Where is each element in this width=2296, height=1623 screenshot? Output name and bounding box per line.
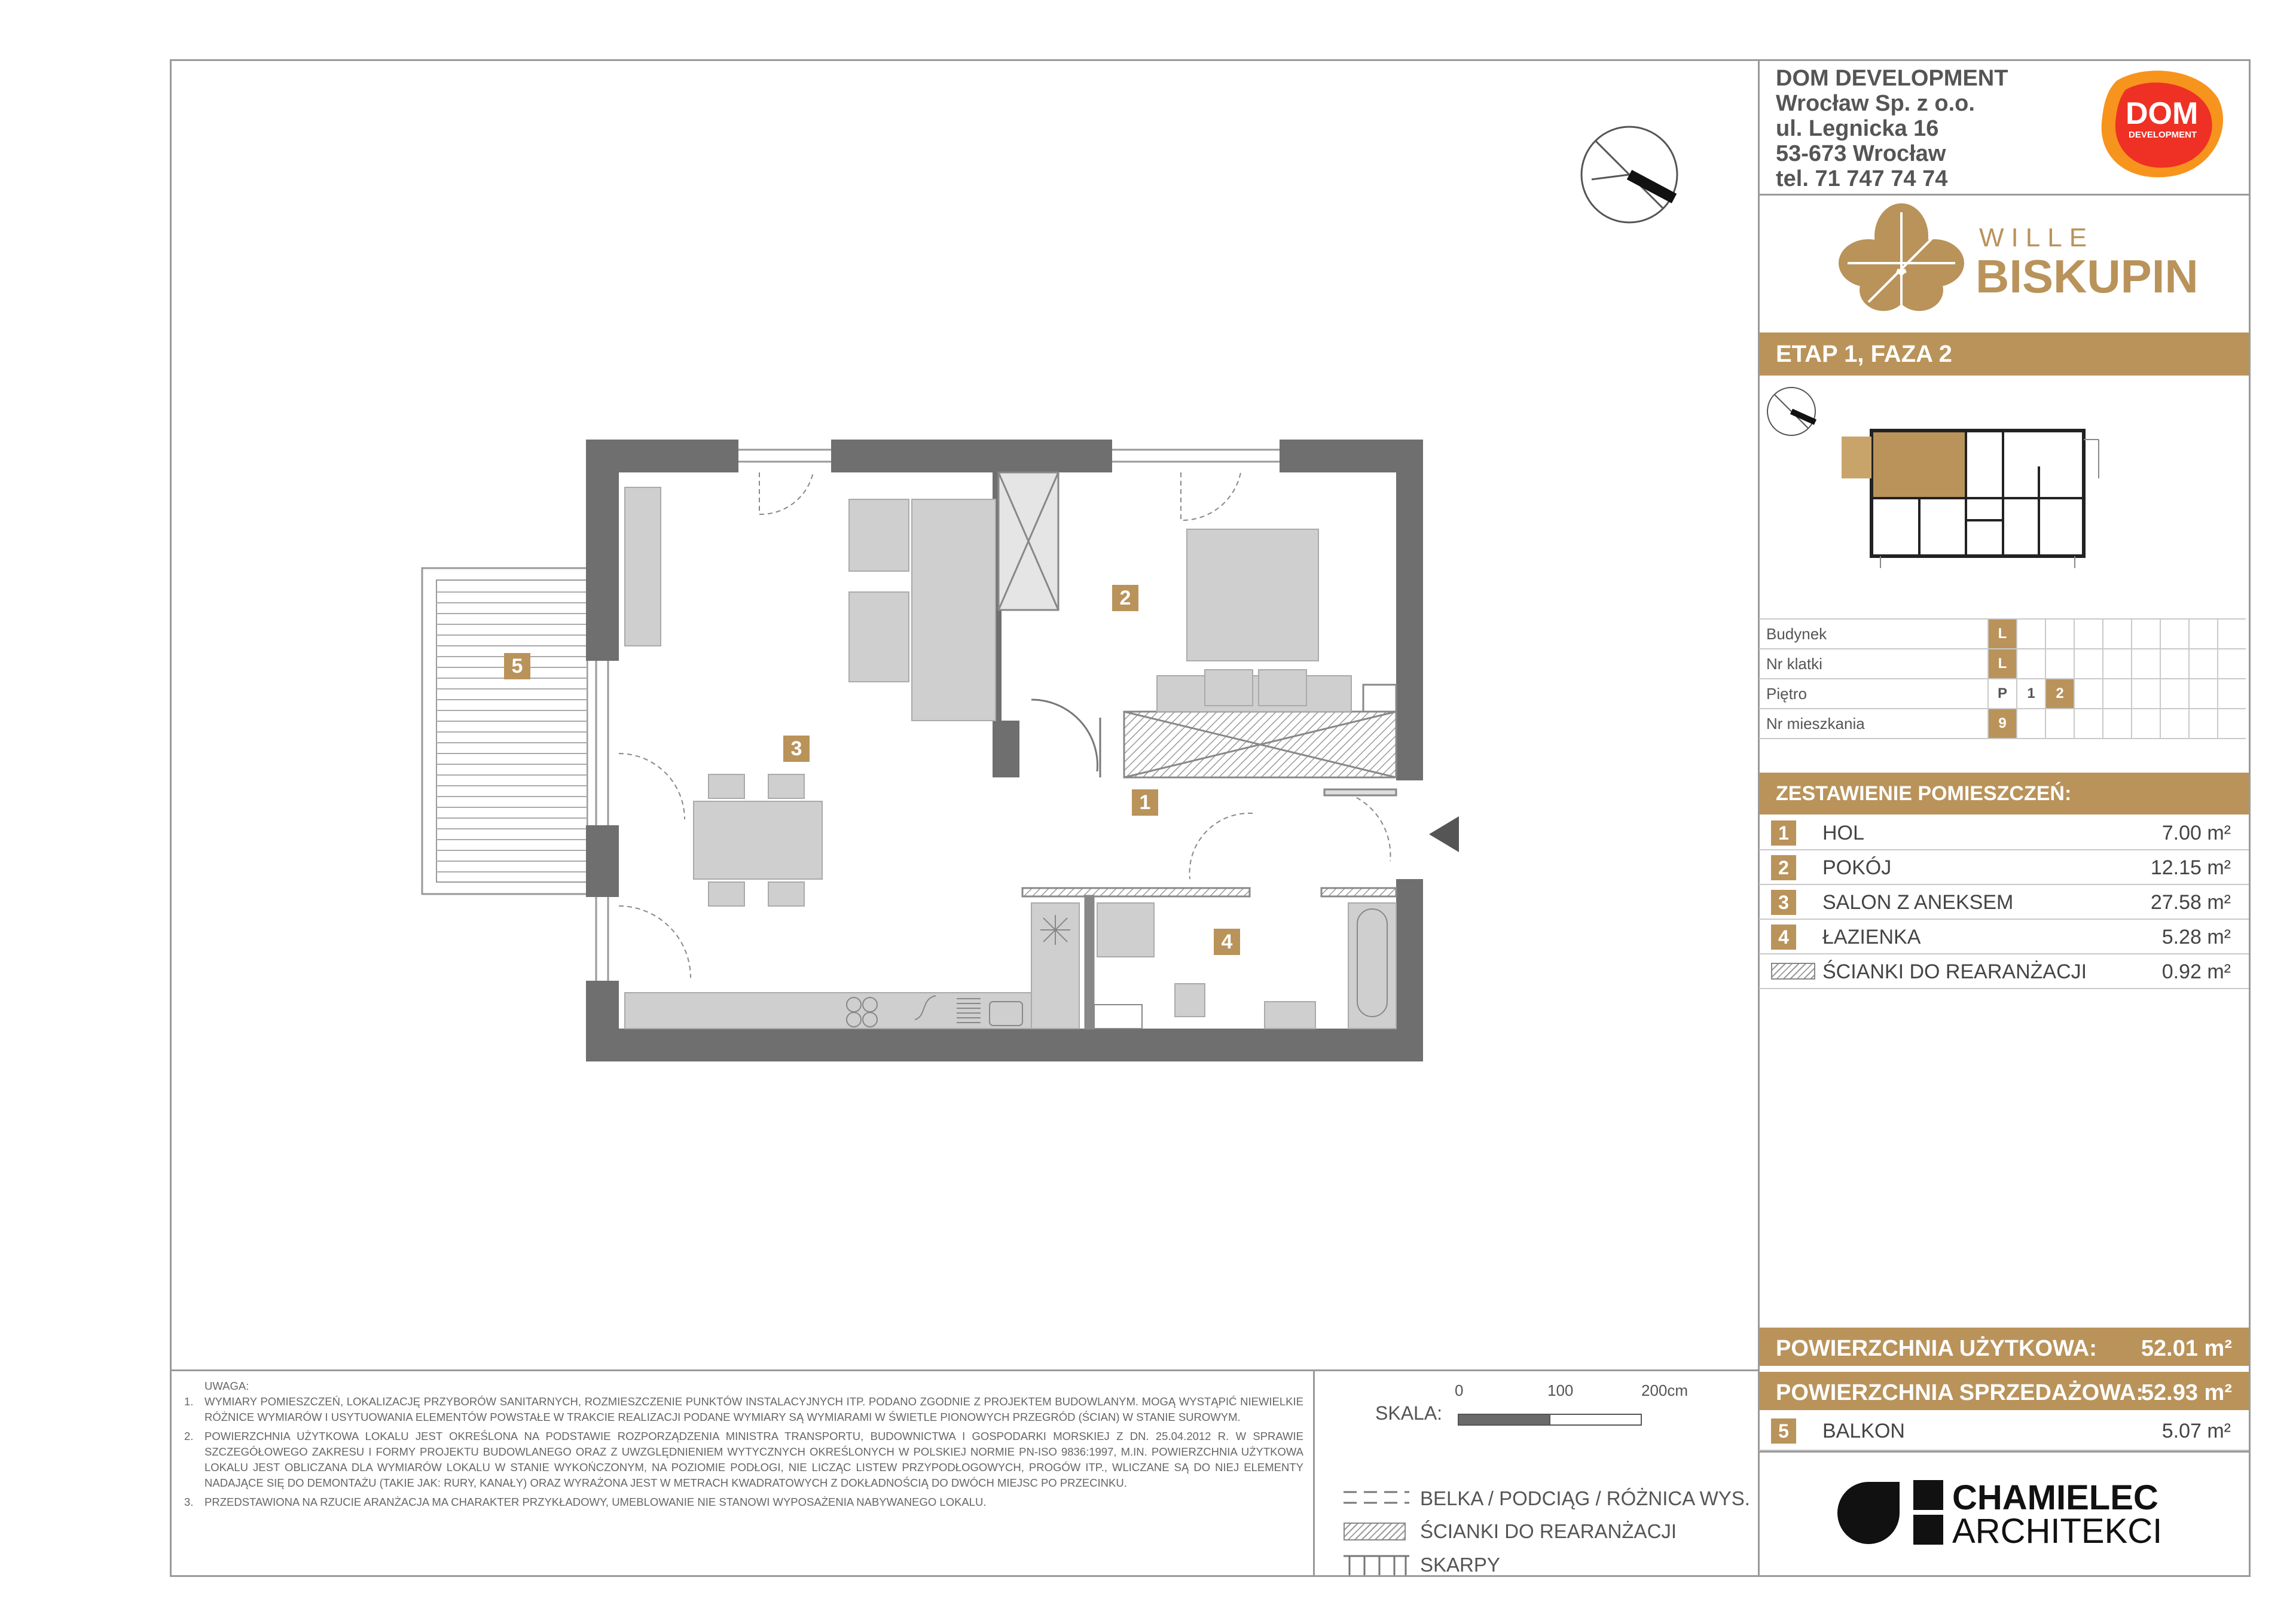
- note-item: [179, 1429, 1303, 1491]
- chamielec-name: CHAMIELEC: [1952, 1478, 2158, 1517]
- balcony-name: BALKON: [1822, 1420, 1905, 1442]
- company-street: ul. Legnicka 16: [1776, 116, 1939, 141]
- hatch-icon: [1344, 1523, 1406, 1540]
- balcony-area: 5.07 m²: [2161, 1420, 2231, 1442]
- room-name: ŁAZIENKA: [1822, 926, 1921, 948]
- chamielec-mark-square: [1913, 1480, 1943, 1510]
- plan-tag-3: 3: [783, 736, 810, 762]
- room-row: [1759, 920, 2249, 954]
- usable-area-label: POWIERZCHNIA UŻYTKOWA:: [1776, 1336, 2097, 1361]
- chamielec-logo: [1836, 1478, 2163, 1551]
- room-area: 12.15 m²: [2150, 856, 2231, 879]
- scale-tick-100: 100: [1547, 1381, 1574, 1399]
- room-name: HOL: [1822, 822, 1864, 844]
- dom-logo-subtext: DEVELOPMENT: [2129, 130, 2197, 140]
- room-number: 3: [1771, 890, 1796, 915]
- footer-divider: [170, 1369, 1759, 1371]
- building-value: L: [1988, 619, 2017, 649]
- usable-area-band: [1759, 1328, 2249, 1366]
- balcony-row: [1759, 1413, 2249, 1451]
- stage-band: [1759, 332, 2249, 376]
- chamielec-mark-icon: [1836, 1480, 1913, 1546]
- scale-bar: [1458, 1414, 1643, 1427]
- dashed-line-icon: [1344, 1487, 1409, 1511]
- rooms-heading: ZESTAWIENIE POMIESZCZEŃ:: [1776, 782, 2072, 805]
- floor-label: Piętro: [1759, 679, 1988, 709]
- legend-beam-label: BELKA / PODCIĄG / RÓŻNICA WYS.: [1420, 1487, 1750, 1509]
- plan-tag-2: 2: [1112, 585, 1138, 611]
- scale-label: SKALA:: [1375, 1402, 1443, 1424]
- sales-area-label: POWIERZCHNIA SPRZEDAŻOWA:: [1776, 1380, 2144, 1405]
- floor-1: 1: [2017, 679, 2045, 709]
- panel-divider-2: [1759, 1451, 2249, 1453]
- room-name: POKÓJ: [1822, 856, 1892, 879]
- notes: [179, 1378, 1303, 1510]
- legend-partitions-label: ŚCIANKI DO REARANŻACJI: [1420, 1520, 1677, 1542]
- apartment-number-value: 9: [1988, 709, 2017, 739]
- sales-area-value: 52.93 m²: [2141, 1380, 2232, 1405]
- legend-reveals-label: SKARPY: [1420, 1554, 1500, 1576]
- note-item: [179, 1494, 1303, 1510]
- room-number: 1: [1771, 820, 1796, 846]
- partitions-area: 0.92 m²: [2161, 960, 2231, 983]
- floor-2: 2: [2045, 679, 2074, 709]
- building-label: Budynek: [1759, 619, 1988, 649]
- room-name: SALON Z ANEKSEM: [1822, 891, 2014, 914]
- rooms-heading-band: [1759, 773, 2249, 814]
- balcony: [422, 568, 587, 894]
- chamielec-mark-square-2: [1913, 1515, 1943, 1545]
- entrance-arrow-icon: [1429, 816, 1459, 852]
- note-number: 3.: [184, 1496, 194, 1508]
- stairwell-label: Nr klatki: [1759, 649, 1988, 679]
- plan-tag-4: 4: [1214, 929, 1240, 955]
- usable-area-value: 52.01 m²: [2141, 1336, 2232, 1361]
- note-item: [179, 1394, 1303, 1425]
- company-city: 53-673 Wrocław: [1776, 141, 1946, 166]
- footer-divider-v: [1313, 1369, 1315, 1577]
- room-number: 4: [1771, 925, 1796, 950]
- company-phone: tel. 71 747 74 74: [1776, 166, 1948, 191]
- stairwell-value: L: [1988, 649, 2017, 679]
- company-entity: Wrocław Sp. z o.o.: [1776, 91, 1975, 116]
- dom-development-logo: [2093, 63, 2230, 182]
- note-text: POWIERZCHNIA UŻYTKOWA LOKALU JEST OKREŚLONA NA PODSTAWIE ROZPORZĄDZENIA MINISTRA TRANSPORTU, BUDOWNICTWA I GOSPODARKI MORSKIEJ Z DN. 25.04.2012 R. W SPRAWIE SZCZEGÓŁOWEGO ZAKRESU I FORMY PROJEKTU BUDOWLANEGO ORAZ Z UWZGLĘDNIENIEM WYTYCZNYCH OKREŚLONYCH W POLSKIEJ NORMIE PN-ISO 9836:1997, M.IN. POWIERZCHNIA UŻYTKOWA LOKALU JEST OBLICZANA DLA WYMIARÓW LOKALU W STANIE WYKOŃCZONYM, NA POZIOMIE PODŁOGI, NIE LICZĄC LISTEW PRZYPODŁOGOWYCH, PROGÓW ITP., WLICZANE SĄ DO NIEJ ELEMENTY NADAJĄCE SIĘ DO DEMONTAŻU (TAKIE JAK: RURY, KANAŁY) ORAZ WYRAŻONA JEST W METRACH KWADRATOWYCH Z DOKŁADNOŚCIĄ DO DWÓCH MIEJSC PO PRZECINKU.: [204, 1430, 1303, 1489]
- room-list: [1759, 816, 2249, 989]
- compass-icon: [1581, 127, 1677, 222]
- company-name: DOM DEVELOPMENT: [1776, 66, 2008, 91]
- biskupin-text: BISKUPIN: [1976, 250, 2199, 303]
- apartment-info-table: [1759, 618, 2246, 739]
- oak-leaf-icon: [1836, 200, 1967, 320]
- room-area: 27.58 m²: [2150, 891, 2231, 914]
- company-address: [1776, 66, 2008, 191]
- note-number: 2.: [184, 1430, 194, 1442]
- room-row: [1759, 850, 2249, 885]
- stage-label: ETAP 1, FAZA 2: [1776, 341, 1952, 367]
- partitions-name: ŚCIANKI DO REARANŻACJI: [1822, 960, 2087, 983]
- dom-logo-text: DOM: [2126, 96, 2199, 131]
- room-row: [1759, 885, 2249, 920]
- scale-tick-200: 200cm: [1641, 1381, 1689, 1399]
- panel-divider-1: [1759, 194, 2249, 196]
- chamielec-sub: ARCHITEKCI: [1952, 1512, 2163, 1551]
- scale-tick-0: 0: [1455, 1381, 1464, 1399]
- note-number: 1.: [184, 1395, 194, 1408]
- hatch-swatch-icon: [1771, 963, 1815, 980]
- balcony-number: 5: [1771, 1418, 1796, 1444]
- reveals-icon: [1344, 1554, 1409, 1578]
- plan-tag-5: 5: [504, 653, 530, 679]
- key-plan-compass-icon: [1767, 388, 1815, 435]
- apartment-number-label: Nr mieszkania: [1759, 709, 1988, 739]
- plan-tag-1: 1: [1132, 789, 1158, 816]
- floor-p: P: [1988, 679, 2017, 709]
- room-row: [1759, 816, 2249, 850]
- note-text: WYMIARY POMIESZCZEŃ, LOKALIZACJĘ PRZYBORÓW SANITARNYCH, ROZMIESZCZENIE PUNKTÓW INSTALACYJNYCH ITP. PODANO ZGODNIE Z PROJEKTEM BUDOWLANYM. MOGĄ WYSTĄPIĆ NIEWIELKIE RÓŻNICE WYMIARÓW I USYTUOWANIA ELEMENTÓW POWSTAŁE W TRAKCIE REALIZACJI PODANE WYMIARY SĄ WYMIARAMI W ŚWIETLE PIONOWYCH PRZEGRÓD (ŚCIAN) W STANIE SUROWYM.: [204, 1395, 1303, 1423]
- notes-header: UWAGA:: [204, 1380, 249, 1392]
- key-plan: [1764, 383, 2242, 574]
- sales-area-band: [1759, 1372, 2249, 1410]
- room-area: 5.28 m²: [2161, 926, 2231, 948]
- note-text: PRZEDSTAWIONA NA RZUCIE ARANŻACJA MA CHARAKTER PRZYKŁADOWY, UMEBLOWANIE NIE STANOWI WYPOSAŻENIA NABYWANEGO LOKALU.: [204, 1496, 987, 1508]
- room-area: 7.00 m²: [2161, 822, 2231, 844]
- room-number: 2: [1771, 855, 1796, 880]
- partitions-row: [1759, 954, 2249, 989]
- wille-biskupin-logo: [1836, 200, 2199, 323]
- wille-text: WILLE: [1979, 223, 2095, 252]
